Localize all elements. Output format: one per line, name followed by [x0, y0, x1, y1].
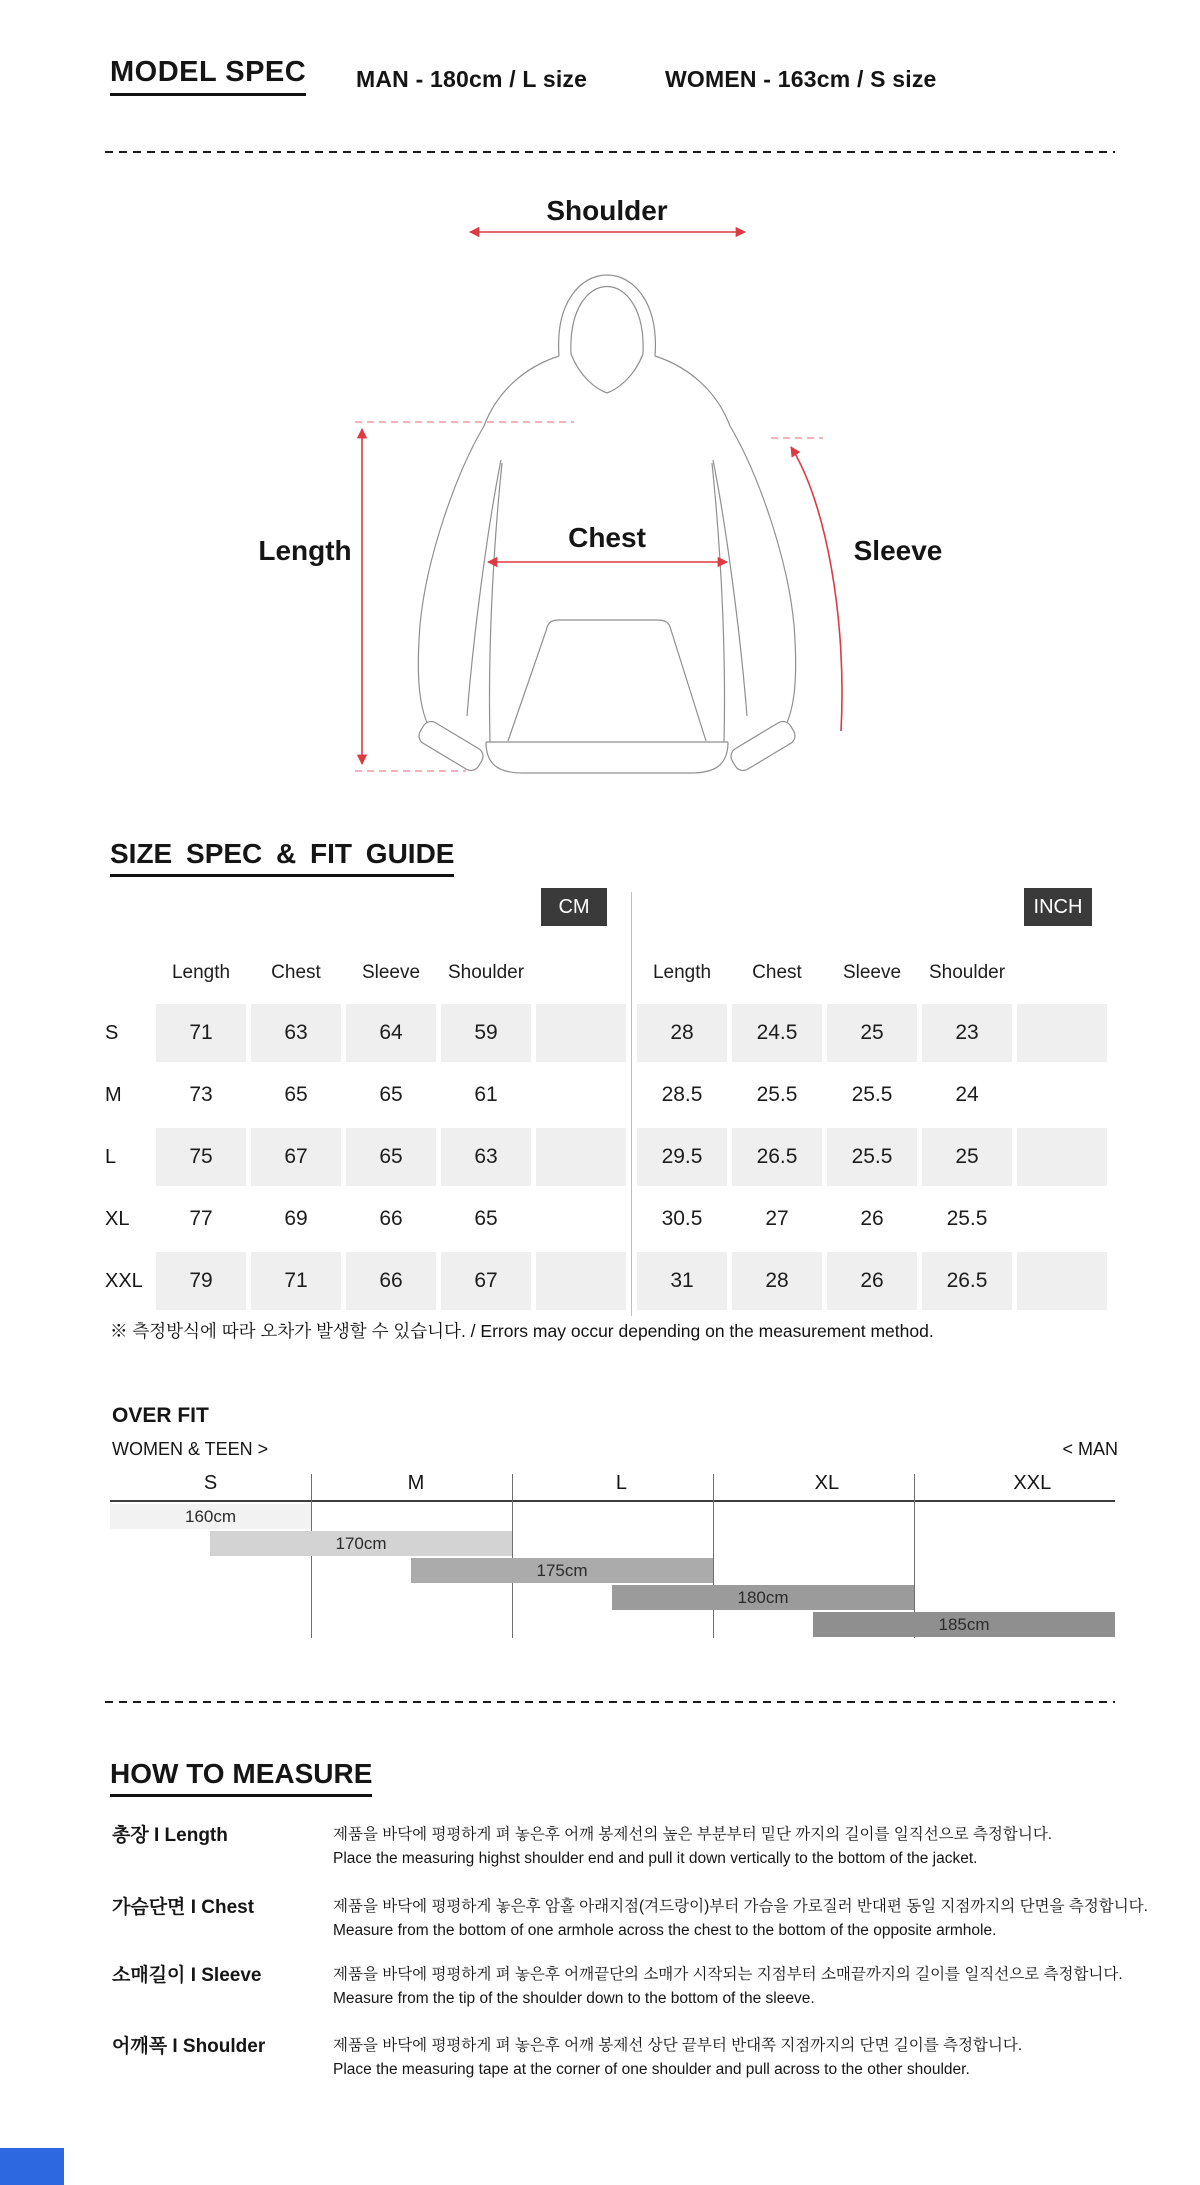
height-bar-label: 175cm	[536, 1560, 588, 1580]
table-cell: 67	[251, 1128, 341, 1186]
sleeve-arrow	[791, 447, 842, 731]
measure-item-shoulder	[0, 2031, 1200, 2095]
table-cell-empty	[1017, 1128, 1107, 1186]
table-cell: 25	[922, 1128, 1012, 1186]
column-header: Shoulder	[928, 962, 1006, 983]
table-cell: 65	[284, 1083, 308, 1106]
fit-women-teen-label: WOMEN & TEEN >	[112, 1439, 269, 1459]
height-bar-label: 185cm	[938, 1614, 990, 1634]
length-label: Length	[258, 535, 352, 566]
chart-column-divider	[311, 1474, 312, 1638]
sleeve-label: Sleeve	[853, 535, 943, 566]
table-cell: 29.5	[637, 1128, 727, 1186]
size-axis-label: L	[615, 1472, 627, 1494]
table-row	[637, 1252, 1107, 1310]
table-cell: 77	[189, 1207, 213, 1230]
table-cell: 65	[346, 1128, 436, 1186]
hoodie-diagram	[150, 170, 950, 790]
size-axis-label: S	[203, 1472, 218, 1494]
size-table-cm	[105, 950, 626, 1314]
table-cell-empty	[536, 1066, 626, 1124]
column-header: Chest	[271, 962, 321, 983]
row-label: XXL	[105, 1269, 143, 1292]
measure-label: 어깨폭 I Shoulder	[112, 2036, 266, 2057]
measure-desc-en: Place the measuring highst shoulder end and pull it down vertically to the bottom of the jacket.	[333, 1850, 978, 1867]
measure-item-chest	[0, 1892, 1200, 1956]
chart-column-divider	[512, 1474, 513, 1638]
table-cell-empty	[536, 1004, 626, 1062]
table-cell: 25.5	[827, 1128, 917, 1186]
measure-desc-en: Measure from the bottom of one armhole across the chest to the bottom of the opposite armhole.	[333, 1922, 997, 1939]
height-bar	[612, 1585, 914, 1610]
how-to-measure-title: HOW TO MEASURE	[110, 1758, 372, 1797]
table-cell: 25.5	[756, 1083, 798, 1106]
table-cell: 25	[827, 1004, 917, 1062]
table-cell: 64	[346, 1004, 436, 1062]
table-row	[105, 1128, 626, 1186]
table-cell: 63	[251, 1004, 341, 1062]
size-axis-label: XXL	[1013, 1472, 1052, 1494]
height-bar	[210, 1531, 512, 1556]
table-divider	[631, 892, 632, 1316]
table-cell: 31	[637, 1252, 727, 1310]
section-divider-top	[105, 151, 1115, 153]
measure-desc-ko: 제품을 바닥에 평평하게 놓은후 암홀 아래지점(겨드랑이)부터 가슴을 가로질러 반대편 동일 지점까지의 단면을 측정합니다.	[333, 1898, 1148, 1915]
height-bar-label: 170cm	[335, 1533, 387, 1553]
table-row	[105, 1190, 626, 1248]
table-cell-empty	[536, 1128, 626, 1186]
table-row	[637, 1128, 1107, 1186]
height-bar	[411, 1558, 713, 1583]
bottom-accent-bar	[0, 2148, 64, 2185]
table-cell: 26	[860, 1207, 884, 1230]
table-cell: 23	[922, 1004, 1012, 1062]
measure-item-sleeve	[0, 1960, 1200, 2024]
table-cell: 67	[441, 1252, 531, 1310]
measurement-note: ※ 측정방식에 따라 오차가 발생할 수 있습니다. / Errors may occur depending on the measurement method.	[110, 1321, 934, 1341]
table-cell: 65	[379, 1083, 403, 1106]
column-header: Shoulder	[447, 962, 525, 983]
table-cell: 79	[156, 1252, 246, 1310]
row-label: S	[105, 1021, 119, 1044]
table-cell: 28	[637, 1004, 727, 1062]
size-axis-label: XL	[814, 1472, 840, 1494]
table-row	[105, 1252, 626, 1310]
size-table-header	[105, 950, 626, 996]
chest-label: Chest	[568, 522, 646, 553]
measure-item-length	[0, 1820, 1200, 1884]
measure-label: 가슴단면 I Chest	[112, 1897, 255, 1918]
column-header: Length	[652, 962, 712, 983]
column-header: Sleeve	[361, 962, 421, 983]
size-table-inch	[637, 950, 1107, 1314]
table-cell: 28	[732, 1252, 822, 1310]
column-header: Sleeve	[842, 962, 902, 983]
table-cell: 75	[156, 1128, 246, 1186]
table-cell: 71	[156, 1004, 246, 1062]
table-cell: 28.5	[661, 1083, 703, 1106]
table-cell-empty	[1017, 1190, 1107, 1248]
row-label: XL	[105, 1207, 130, 1230]
measure-desc-en: Measure from the tip of the shoulder down to the bottom of the sleeve.	[333, 1990, 815, 2007]
row-label: M	[105, 1083, 122, 1106]
measure-desc-ko: 제품을 바닥에 평평하게 펴 놓은후 어깨 봉제선 상단 끝부터 반대쪽 지점까지의 단면 길이를 측정합니다.	[333, 2037, 1023, 2054]
diagram-labels	[258, 195, 942, 566]
height-bar	[813, 1612, 1115, 1637]
size-axis-label: M	[407, 1472, 425, 1494]
measure-label: 총장 I Length	[112, 1825, 228, 1846]
table-cell-empty	[1017, 1066, 1107, 1124]
model-spec-title: MODEL SPEC	[110, 56, 306, 96]
table-cell: 25.5	[946, 1207, 988, 1230]
table-cell: 26	[827, 1252, 917, 1310]
inch-badge: INCH	[1024, 888, 1092, 926]
table-cell-empty	[536, 1252, 626, 1310]
right-cuff	[728, 718, 799, 774]
table-cell: 59	[441, 1004, 531, 1062]
model-spec-man: MAN - 180cm / L size	[356, 66, 588, 92]
column-header: Length	[171, 962, 231, 983]
table-cell: 66	[346, 1252, 436, 1310]
table-cell: 66	[379, 1207, 403, 1230]
measure-desc-en: Place the measuring tape at the corner of one shoulder and pull across to the other shoulder.	[333, 2061, 970, 2078]
row-label: L	[105, 1145, 117, 1168]
table-cell: 73	[189, 1083, 213, 1106]
table-cell: 30.5	[661, 1207, 703, 1230]
table-cell-empty	[1017, 1004, 1107, 1062]
table-cell: 69	[284, 1207, 308, 1230]
size-spec-title: SIZE SPEC & FIT GUIDE	[110, 838, 454, 877]
table-cell: 24	[955, 1083, 979, 1106]
table-cell: 61	[474, 1083, 498, 1106]
height-bar-label: 180cm	[737, 1587, 789, 1607]
shoulder-label: Shoulder	[546, 195, 668, 226]
table-cell: 26.5	[922, 1252, 1012, 1310]
chart-axis-line	[110, 1500, 1115, 1502]
table-row	[105, 1066, 626, 1124]
height-bar	[110, 1504, 311, 1529]
table-cell: 71	[251, 1252, 341, 1310]
table-row	[637, 1066, 1107, 1124]
table-cell: 26.5	[732, 1128, 822, 1186]
measure-desc-ko: 제품을 바닥에 평평하게 펴 놓은후 어깨 봉제선의 높은 부분부터 밑단 까지의 길이를 일직선으로 측정합니다.	[333, 1826, 1053, 1843]
fit-guide-chart	[110, 1468, 1115, 1640]
column-header: Chest	[752, 962, 802, 983]
measure-desc-ko: 제품을 바닥에 평평하게 펴 놓은후 어깨끝단의 소매가 시작되는 지점부터 소매끝까지의 길이를 일직선으로 측정합니다.	[333, 1966, 1123, 1983]
overfit-title: OVER FIT	[112, 1404, 209, 1427]
table-cell: 24.5	[732, 1004, 822, 1062]
section-divider-bottom	[105, 1701, 1115, 1703]
table-cell: 63	[441, 1128, 531, 1186]
model-spec-women: WOMEN - 163cm / S size	[665, 66, 937, 92]
table-cell: 27	[765, 1207, 789, 1230]
left-cuff	[416, 718, 487, 774]
measure-label: 소매길이 I Sleeve	[112, 1965, 262, 1986]
size-table-header	[637, 950, 1107, 996]
table-cell-empty	[536, 1190, 626, 1248]
table-row	[105, 1004, 626, 1062]
cm-badge: CM	[541, 888, 607, 926]
size-axis	[110, 1468, 1133, 1498]
table-row	[637, 1190, 1107, 1248]
chart-column-divider	[713, 1474, 714, 1638]
table-cell-empty	[1017, 1252, 1107, 1310]
height-bar-label: 160cm	[184, 1506, 237, 1526]
table-cell: 65	[474, 1207, 498, 1230]
table-row	[637, 1004, 1107, 1062]
measure-annotations	[355, 232, 842, 771]
table-cell: 25.5	[851, 1083, 893, 1106]
fit-man-label: < MAN	[1062, 1439, 1118, 1459]
